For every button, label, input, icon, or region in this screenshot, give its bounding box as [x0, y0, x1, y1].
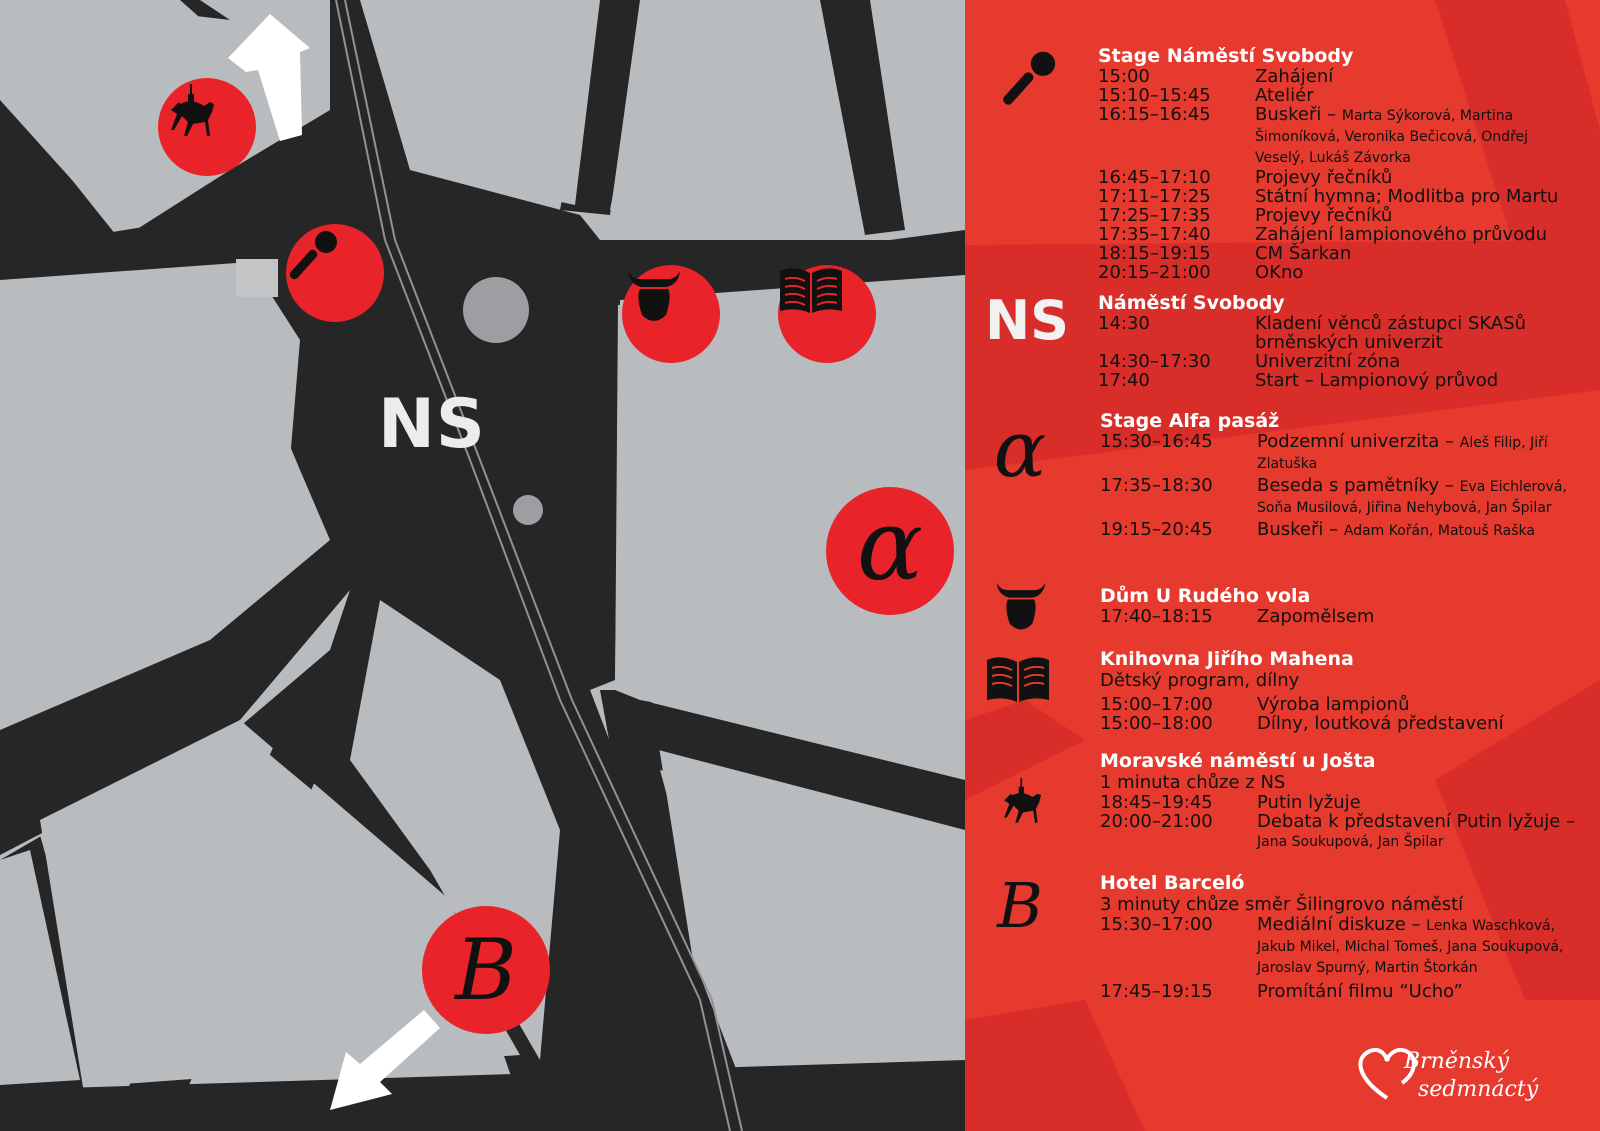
- schedule-row: 17:35–18:30 Beseda s pamětníky – Eva Eichlerová, Soňa Musilová, Jiřina Nehybová, Jan Špilar: [1100, 475, 1567, 516]
- alpha-marker[interactable]: [826, 487, 954, 615]
- schedule-row: 17:40 Start – Lampionový průvod: [1098, 370, 1499, 391]
- map-circle-large: [463, 277, 529, 343]
- barcelo-marker[interactable]: [422, 906, 550, 1034]
- schedule-row: 15:00–18:00 Dílny, loutková představení: [1100, 713, 1504, 734]
- program-panel: [965, 0, 1600, 1131]
- schedule-row: 20:00–21:00 Debata k představení Putin lyžuje – Jana Soukupová, Jan Špilar: [1100, 811, 1576, 850]
- section-title: Moravské náměstí u Jošta: [1100, 750, 1376, 772]
- rider-marker[interactable]: [158, 78, 256, 176]
- section-bull-icon-wrap: [989, 572, 1053, 642]
- map-square-marker: [236, 259, 278, 297]
- schedule-row: 17:11–17:25 Státní hymna; Modlitba pro Martu: [1098, 186, 1559, 207]
- section-ns-icon: NS: [984, 288, 1070, 352]
- section-title: Náměstí Svobody: [1098, 292, 1285, 314]
- schedule-row: 16:15–16:45 Buskeři – Marta Sýkorová, Martina Šimoníková, Veronika Bečicová, Ondřej Veselý, Lukáš Závorka: [1098, 104, 1529, 166]
- rider-on-horse-icon: [993, 768, 1053, 838]
- bull-head-icon: [991, 575, 1051, 639]
- schedule-row: 15:00 Zahájení: [1098, 66, 1334, 87]
- section-title: Knihovna Jiřího Mahena: [1100, 648, 1354, 670]
- rider-on-horse-icon: [158, 78, 228, 148]
- section-b-icon: B: [997, 868, 1043, 942]
- section-title: Dům U Rudého vola: [1100, 585, 1311, 607]
- schedule-row: 18:15–19:15 CM Šarkan: [1098, 243, 1352, 264]
- map-circle-small: [513, 495, 543, 525]
- schedule-row: 17:40–18:15 Zapomělsem: [1100, 606, 1375, 627]
- schedule-row: 20:15–21:00 OKno: [1098, 262, 1304, 283]
- section-rider-icon-wrap: [993, 768, 1053, 838]
- book-marker[interactable]: [778, 265, 876, 363]
- section-stage-alfa: [1100, 410, 1600, 541]
- section-subtitle: 1 minuta chůze z NS: [1100, 772, 1286, 793]
- schedule-row: 15:30–17:00 Mediální diskuze – Lenka Waschková, Jakub Mikel, Michal Tomeš, Jana Soukupová, Jaroslav Spurný, Martin Štorkán: [1100, 914, 1564, 976]
- alpha-icon: α: [856, 489, 924, 603]
- section-subtitle: 3 minuty chůze směr Šilingrovo náměstí: [1100, 894, 1464, 915]
- microphone-marker[interactable]: [286, 224, 384, 322]
- section-mic-icon-wrap: [997, 42, 1067, 112]
- section-barcelo: [1100, 872, 1600, 1001]
- open-book-icon: [985, 654, 1051, 704]
- logo-line-2: sedmnáctý: [1418, 1077, 1539, 1102]
- schedule-row: 14:30–17:30 Univerzitní zóna: [1098, 351, 1401, 372]
- schedule-row: 17:35–17:40 Zahájení lampionového průvodu: [1098, 224, 1548, 245]
- ns-map-label: NS: [378, 385, 486, 464]
- schedule-row: 16:45–17:10 Projevy řečníků: [1098, 167, 1393, 188]
- section-subtitle: Dětský program, dílny: [1100, 670, 1300, 691]
- section-knihovna: [1100, 648, 1600, 733]
- logo-line-1: Brněnský: [1404, 1049, 1510, 1074]
- section-title: Stage Alfa pasáž: [1100, 410, 1280, 432]
- schedule-row: 15:00–17:00 Výroba lampionů: [1100, 694, 1410, 715]
- microphone-icon: [999, 44, 1065, 110]
- microphone-icon: [286, 224, 346, 284]
- section-moravske: [1100, 750, 1600, 852]
- open-book-icon: [778, 265, 844, 315]
- section-alpha-icon: α: [993, 405, 1047, 495]
- section-title: Stage Náměstí Svobody: [1098, 45, 1354, 67]
- barcelo-b-icon: B: [455, 921, 517, 1019]
- section-book-icon-wrap: [983, 652, 1053, 706]
- section-stage-ns: [1098, 45, 1600, 282]
- schedule-row: 14:30 Kladení věnců zástupci SKASů brněnských univerzit: [1098, 313, 1527, 353]
- schedule-row: 17:25–17:35 Projevy řečníků: [1098, 205, 1393, 226]
- section-rudy-vul: [1100, 585, 1600, 626]
- bull-head-icon: [622, 265, 686, 329]
- bull-marker[interactable]: [622, 265, 720, 363]
- schedule-row: 18:45–19:45 Putin lyžuje: [1100, 792, 1361, 813]
- schedule-row: 17:45–19:15 Promítání filmu “Ucho”: [1100, 981, 1463, 1002]
- schedule-row: 15:30–16:45 Podzemní univerzita – Aleš Filip, Jiří Zlatuška: [1100, 431, 1548, 472]
- schedule-row: 19:15–20:45 Buskeři – Adam Kořán, Matouš Raška: [1100, 519, 1535, 540]
- section-title: Hotel Barceló: [1100, 872, 1245, 894]
- schedule-rows: [1098, 67, 1600, 282]
- schedule-row: 15:10–15:45 Ateliér: [1098, 85, 1314, 106]
- section-namesti-svobody: [1098, 292, 1600, 390]
